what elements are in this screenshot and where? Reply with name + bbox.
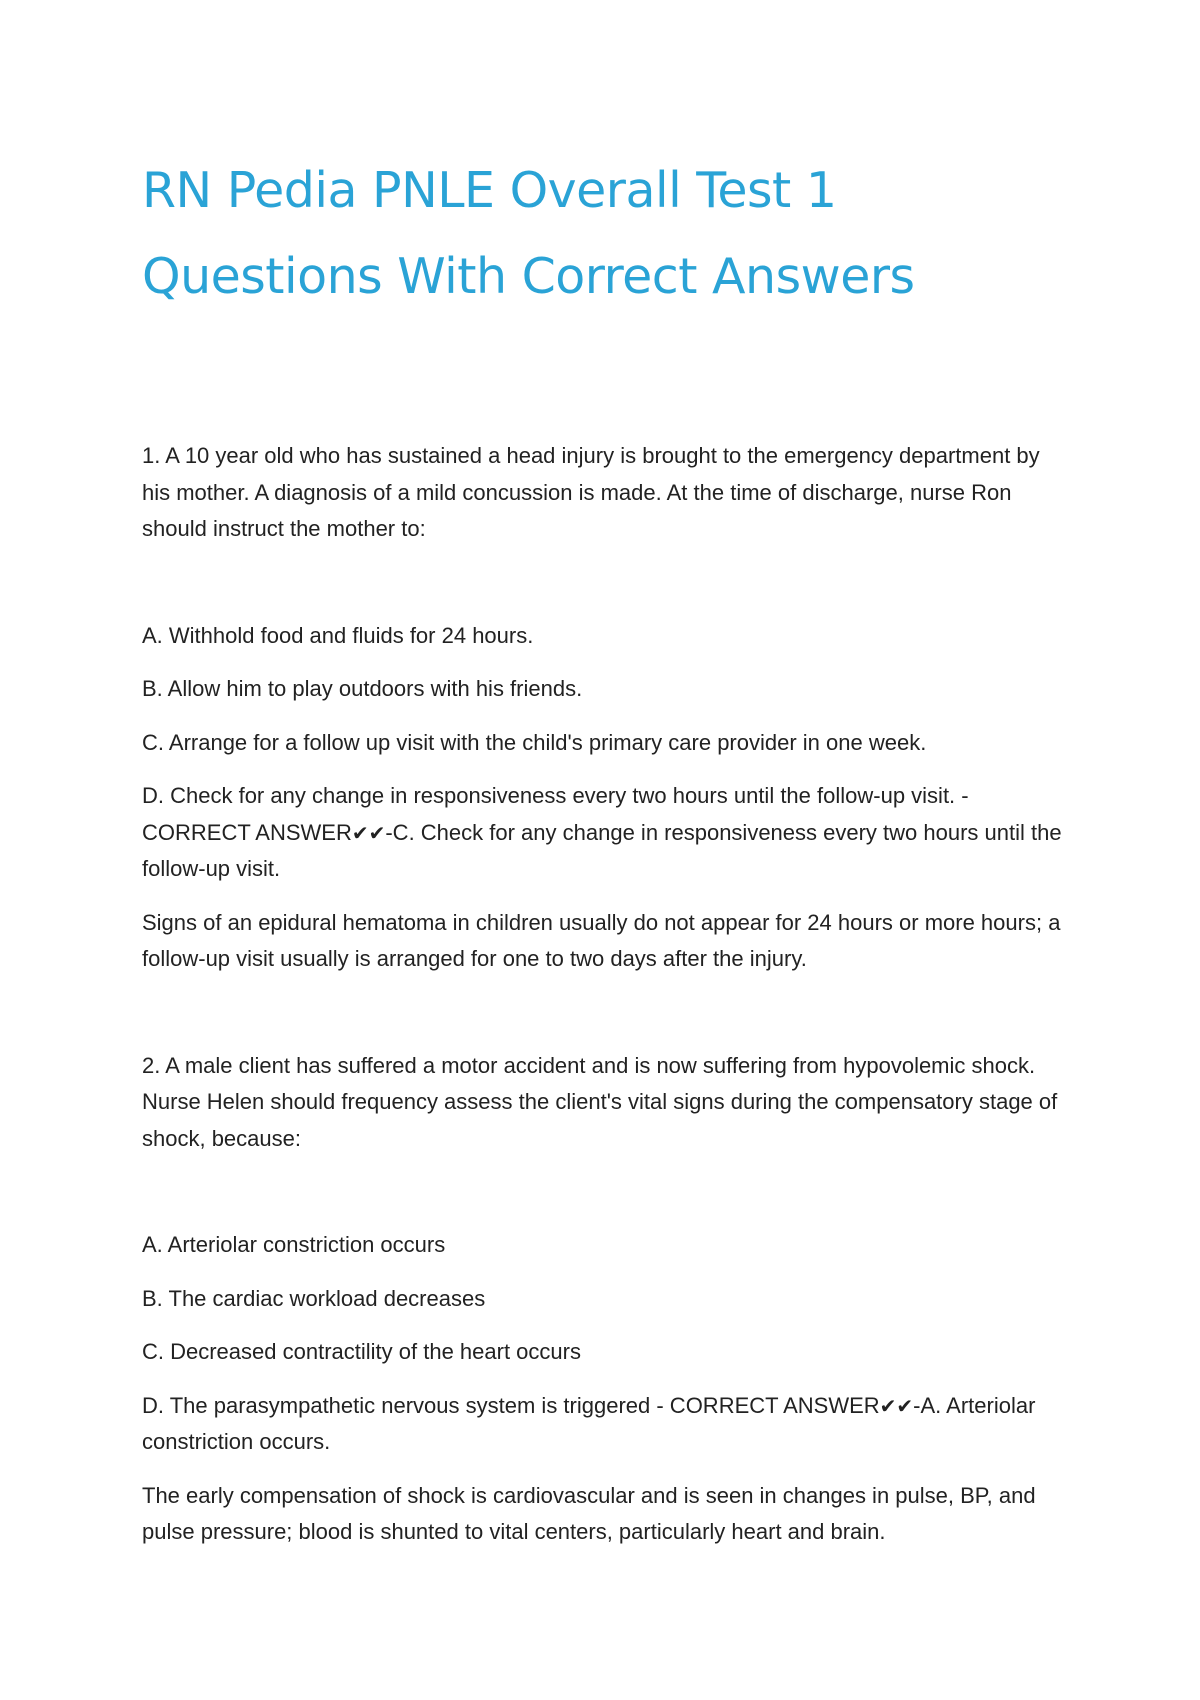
rationale: The early compensation of shock is cardiovascular and is seen in changes in pulse, BP, and pulse pressure; blood is shunted to vital centers, particularly heart and brain. [142,1482,1036,1544]
option-d-text: D. The parasympathetic nervous system is triggered - CORRECT ANSWER [142,1392,880,1418]
option-d-with-answer [142,778,1070,888]
option-d-text: D. Check for any change in responsiveness every two hours until the follow-up visit. - CORRECT ANSWER [142,783,969,845]
option-b: B. The cardiac workload decreases [142,1285,486,1311]
option-a: A. Withhold food and fluids for 24 hours. [142,622,534,648]
option-c: C. Arrange for a follow up visit with the child's primary care provider in one week. [142,729,927,755]
options-list [142,1227,1070,1551]
rationale: Signs of an epidural hematoma in children usually do not appear for 24 hours or more hours; a follow-up visit usually is arranged for one to two days after the injury. [142,909,1061,971]
question-2 [142,1048,1070,1551]
document-title: RN Pedia PNLE Overall Test 1 Questions With Correct Answers [142,162,915,305]
correct-answer-text: -C. Check for any change in responsiveness every two hours until the follow-up visit. [142,819,1062,881]
option-a: A. Arteriolar constriction occurs [142,1232,446,1257]
option-b: B. Allow him to play outdoors with his friends. [142,676,583,701]
options-list [142,618,1070,978]
checkmark-icon: ✔✔ [351,820,386,845]
correct-answer-text: -A. Arteriolar constriction occurs. [142,1392,1036,1454]
question-stem: 1. A 10 year old who has sustained a head injury is brought to the emergency department by his mother. A diagnosis of a mild concussion is made. At the time of discharge, nurse Ron should instruct the mother to: [142,443,1040,541]
question-stem: 2. A male client has suffered a motor accident and is now suffering from hypovolemic shock. Nurse Helen should frequency assess the client's vital signs during the compensatory stage of shock, because: [142,1052,1058,1151]
option-c: C. Decreased contractility of the heart occurs [142,1339,581,1364]
option-d-with-answer [142,1388,1070,1461]
checkmark-icon: ✔✔ [879,1393,914,1418]
question-1 [142,438,1070,978]
